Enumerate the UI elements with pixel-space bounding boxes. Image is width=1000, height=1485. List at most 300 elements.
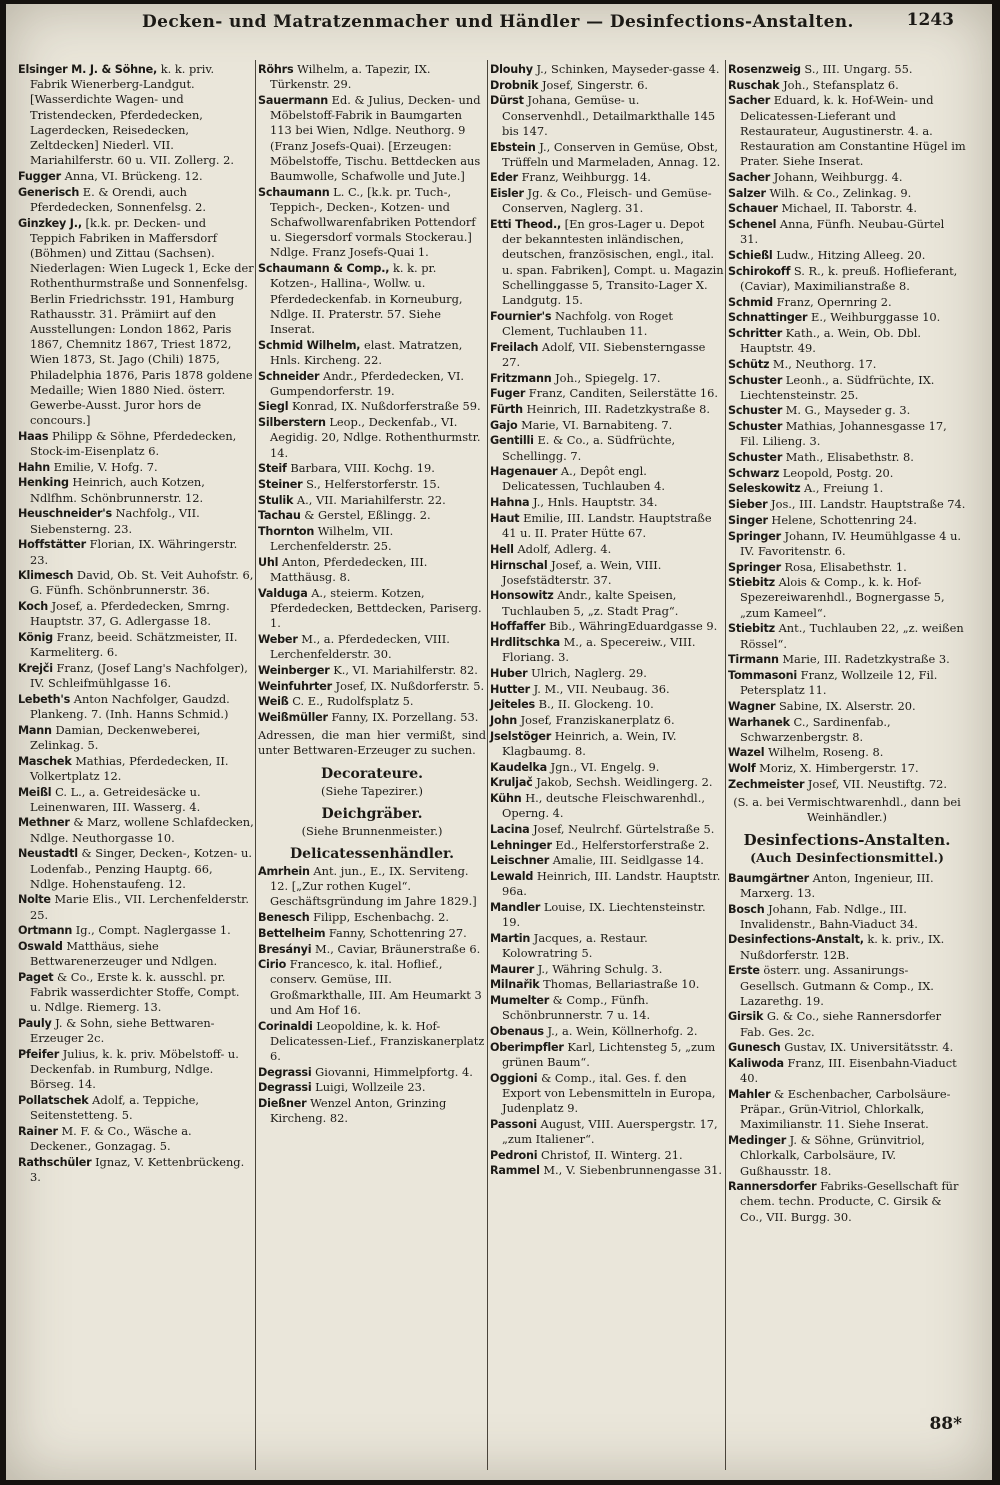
directory-entry xyxy=(490,697,724,712)
entry-name: Lacina xyxy=(490,822,530,836)
column-3 xyxy=(490,62,724,1179)
entry-name: Etti Theod., xyxy=(490,218,562,232)
entry-name: Rathschüler xyxy=(18,1155,92,1169)
directory-entry xyxy=(728,295,966,310)
entry-details: Wilhelm, VII. Lerchenfelderstr. 25. xyxy=(270,524,394,554)
directory-entry xyxy=(18,475,254,505)
directory-entry xyxy=(490,931,724,961)
entry-name: Schütz xyxy=(728,357,770,371)
directory-entry xyxy=(728,62,966,77)
entry-name: Weinfuhrter xyxy=(258,679,332,693)
directory-entry xyxy=(728,201,966,216)
directory-entry xyxy=(728,1040,966,1055)
entry-details: & Eschenbacher, Carbolsäure-Präpar., Grün-Vitriol, Chlorkalk, Maximilianstr. 11. Siehe Inserat. xyxy=(740,1087,951,1132)
entry-name: Tirmann xyxy=(728,653,779,667)
entry-details: Filipp, Eschenbachg. 2. xyxy=(313,910,449,925)
directory-entry xyxy=(258,864,486,910)
directory-entry xyxy=(258,910,486,925)
entry-details: Anna, VI. Brückeng. 12. xyxy=(64,168,203,183)
directory-entry xyxy=(490,62,724,77)
entry-name: Jeiteles xyxy=(490,698,536,712)
entry-name: Ebstein xyxy=(490,140,536,154)
entry-name: Martin xyxy=(490,931,531,945)
entry-name: Springer xyxy=(728,529,781,543)
entry-details: Josef, a. Wein, VIII. Josefstädterstr. 37. xyxy=(502,557,662,587)
entry-name: Heuschneider's xyxy=(18,507,112,521)
entry-name: Weißmüller xyxy=(258,711,328,725)
directory-entry xyxy=(490,869,724,899)
entry-name: Valduga xyxy=(258,586,308,600)
directory-entry xyxy=(18,169,254,184)
directory-entry xyxy=(728,466,966,481)
entry-name: Sacher xyxy=(728,170,771,184)
entry-name: Stulik xyxy=(258,493,294,507)
directory-entry xyxy=(258,679,486,694)
entry-details: Josef, Franziskanerplatz 6. xyxy=(520,713,675,728)
entry-name: Schmid xyxy=(728,295,773,309)
directory-entry xyxy=(18,1155,254,1185)
entry-details: C. E., Rudolfsplatz 5. xyxy=(292,694,414,709)
entry-details: Joh., Stefansplatz 6. xyxy=(783,77,899,92)
directory-entry xyxy=(728,264,966,294)
directory-entry xyxy=(490,838,724,853)
entry-details: Thomas, Bellariastraße 10. xyxy=(543,977,700,992)
entry-name: Schaumann & Comp., xyxy=(258,262,390,276)
directory-entry xyxy=(490,1163,724,1178)
directory-entry xyxy=(728,761,966,776)
directory-entry xyxy=(728,1087,966,1133)
entry-name: Fuger xyxy=(490,387,526,401)
entry-details: Johann, IV. Heumühlgasse 4 u. IV. Favoritenstr. 6. xyxy=(740,528,962,558)
entry-details: J., a. Wein, Köllnerhofg. 2. xyxy=(547,1024,698,1039)
directory-entry xyxy=(490,418,724,433)
entry-details: August, VIII. Auerspergstr. 17, „zum Italiener“. xyxy=(502,1116,718,1147)
entry-details: Franz, beeid. Schätzmeister, II. Karmeliterg. 6. xyxy=(30,630,238,660)
entry-name: Generisch xyxy=(18,185,80,199)
entry-details: Anna, Fünfh. Neubau-Gürtel 31. xyxy=(740,217,945,247)
entry-name: Neustadtl xyxy=(18,847,78,861)
entry-name: Degrassi xyxy=(258,1081,312,1095)
entry-name: Sieber xyxy=(728,498,768,512)
directory-entry xyxy=(18,216,254,429)
entry-details: Leopold, Postg. 20. xyxy=(782,465,894,480)
directory-entry xyxy=(258,524,486,554)
section-subtitle-deichgraeber: (Siehe Brunnenmeister.) xyxy=(301,823,443,838)
entry-details: österr. ung. Assanirungs-Gesellsch. Gutmann & Comp., IX. Lazarethg. 19. xyxy=(740,963,934,1008)
directory-entry xyxy=(18,723,254,753)
entry-name: Pfeifer xyxy=(18,1048,60,1061)
entry-name: Haas xyxy=(18,429,49,443)
entry-details: Sabine, IX. Alserstr. 20. xyxy=(779,698,916,713)
entry-details: J., Schinken, Mayseder-gasse 4. xyxy=(536,62,720,76)
directory-entry xyxy=(728,513,966,528)
directory-page xyxy=(6,4,992,1480)
directory-entry xyxy=(728,78,966,93)
directory-entry xyxy=(728,575,966,621)
directory-entry xyxy=(258,663,486,678)
entry-name: Krejči xyxy=(18,661,53,675)
entry-details: Johann, Fab. Ndlge., III. Invalidenstr., Bahn-Viaduct 34. xyxy=(740,901,918,931)
directory-entry xyxy=(490,760,724,775)
entry-details: Luigi, Wollzeile 23. xyxy=(315,1080,426,1095)
entry-name: Drobnik xyxy=(490,78,539,92)
directory-entry xyxy=(18,429,254,459)
entry-name: Singer xyxy=(728,513,768,527)
entry-details: J. M., VII. Neubaug. 36. xyxy=(533,681,670,696)
entry-name: Mann xyxy=(18,723,52,737)
entry-name: Weinberger xyxy=(258,663,330,677)
entry-name: Dürst xyxy=(490,94,524,108)
entry-details: & Marz, wollene Schlafdecken, Ndlge. Neuthorgasse 10. xyxy=(30,815,254,845)
entry-name: Zechmeister xyxy=(728,777,805,791)
column-2-entries-a xyxy=(258,62,486,725)
directory-entry xyxy=(258,62,486,92)
entry-name: Erste xyxy=(728,964,760,978)
entry-details: Ignaz, V. Kettenbrückeng. 3. xyxy=(30,1154,245,1185)
entry-details: J. & Sohn, siehe Bettwaren-Erzeuger 2c. xyxy=(30,1016,215,1046)
entry-details: & Comp., Fünfh. Schönbrunnerstr. 7 u. 14. xyxy=(502,993,651,1023)
entry-details: Kath., a. Wein, Ob. Dbl. Hauptstr. 49. xyxy=(740,325,922,356)
entry-name: Warhanek xyxy=(728,715,790,729)
entry-name: Klimesch xyxy=(18,569,74,583)
entry-details: Andr., kalte Speisen, Tuchlauben 5, „z. Stadt Prag“. xyxy=(502,588,679,618)
entry-details: L. C., [k.k. pr. Tuch-, Teppich-, Decken-, Kotzen- und Schafwollwarenfabriken Pottendorf u. Siegersdorf vormals Stockerau.] Ndlge. Franz Josefs-Quai 1. xyxy=(270,184,476,260)
entry-name: Schritter xyxy=(728,326,783,340)
entry-name: Gajo xyxy=(490,418,518,432)
entry-details: Josef, Neulrchf. Gürtelstraße 5. xyxy=(533,821,715,836)
entry-name: Sauermann xyxy=(258,93,329,107)
entry-details: C., Sardinenfab., Schwarzenbergstr. 8. xyxy=(740,714,891,744)
entry-name: Tachau xyxy=(258,509,301,523)
entry-details: Wilh. & Co., Zelinkag. 9. xyxy=(769,185,912,200)
directory-entry xyxy=(258,632,486,662)
directory-entry xyxy=(728,652,966,667)
directory-entry xyxy=(490,1148,724,1163)
entry-name: Methner xyxy=(18,816,70,830)
column-divider xyxy=(487,60,488,1470)
entry-name: Rannersdorfer xyxy=(728,1180,817,1194)
directory-entry xyxy=(490,588,724,618)
directory-entry xyxy=(490,900,724,930)
entry-name: Pauly xyxy=(18,1017,52,1031)
entry-details: elast. Matratzen, Hnls. Kircheng. 22. xyxy=(270,337,463,367)
entry-details: Franz, Weihburgg. 14. xyxy=(521,170,651,185)
entry-details: Fanny, Schottenring 27. xyxy=(328,925,467,940)
entry-details: Alois & Comp., k. k. Hof-Spezereiwarenhdl., Bognergasse 5, „zum Kameel“. xyxy=(740,575,945,620)
directory-entry xyxy=(490,977,724,992)
directory-entry xyxy=(490,402,724,417)
directory-entry xyxy=(728,902,966,932)
directory-entry xyxy=(258,710,486,725)
directory-entry xyxy=(18,185,254,215)
directory-entry xyxy=(18,661,254,691)
entry-name: Mumelter xyxy=(490,994,550,1008)
directory-entry xyxy=(490,140,724,170)
directory-entry xyxy=(18,1047,254,1093)
entry-name: Benesch xyxy=(258,911,310,925)
cross-reference-note: (S. a. bei Vermischtwarenhdl., dann bei Weinhändler.) xyxy=(733,795,961,825)
entry-details: Leonh., a. Südfrüchte, IX. Liechtensteinstr. 25. xyxy=(740,372,935,402)
page-number: 1243 xyxy=(906,10,954,30)
entry-name: Salzer xyxy=(728,186,766,200)
entry-name: Hell xyxy=(490,542,514,556)
entry-details: Franz, Opernring 2. xyxy=(776,294,892,309)
directory-entry xyxy=(18,1093,254,1123)
entry-name: Weber xyxy=(258,633,298,647)
directory-entry xyxy=(258,555,486,585)
entry-details: Nachfolg. von Roget Clement, Tuchlauben 11. xyxy=(502,308,674,338)
entry-name: Silberstern xyxy=(258,416,326,430)
section-title-decorateure: Decorateure. xyxy=(320,765,424,782)
entry-details: A., VII. Mariahilferstr. 22. xyxy=(296,492,446,507)
entry-name: Oswald xyxy=(18,940,63,954)
directory-entry xyxy=(728,621,966,651)
directory-entry xyxy=(490,217,724,308)
entry-details: Adolf, Adlerg. 4. xyxy=(517,541,612,556)
entry-details: H., deutsche Fleischwarenhdl., Operng. 4. xyxy=(502,791,705,821)
entry-name: Bresányi xyxy=(258,942,312,956)
entry-details: Ig., Compt. Naglergasse 1. xyxy=(75,923,231,938)
directory-entry xyxy=(18,568,254,598)
directory-entry xyxy=(728,1056,966,1086)
directory-entry xyxy=(728,373,966,403)
directory-entry xyxy=(18,1016,254,1046)
entry-details: M., V. Siebenbrunnengasse 31. xyxy=(543,1163,722,1178)
entry-details: Eduard, k. k. Hof-Wein- und Delicatessen-Lieferant und Restaurateur, Augustinerstr. 4. a. Restauration am Constantine Hügel im Prater. Siehe Inserat. xyxy=(740,93,966,169)
entry-name: König xyxy=(18,631,53,645)
directory-entry xyxy=(258,508,486,523)
column-divider xyxy=(725,60,726,1470)
entry-details: [En gros-Lager u. Depot der bekanntesten inländischen, deutschen, französischen, engl., ital. u. span. Fabriken], Compt. u. Magazin Schellinggasse 5, Transito-Lager X. Landgutg. 15. xyxy=(502,217,724,308)
entry-details: Jacques, a. Restaur. Kolowratring 5. xyxy=(502,930,648,961)
column-4-entries-b xyxy=(728,871,966,1225)
entry-details: k. k. priv. Fabrik Wienerberg-Landgut. [Wasserdichte Wagen- und Tristendecken, Pferdedecken, Lagerdecken, Reisedecken, Zeltdecken] Niederl. VII. Mariahilferstr. 60 u. VII. Zollerg. 2. xyxy=(30,62,235,168)
entry-details: Mathias, Pferdedecken, II. Volkertplatz 12. xyxy=(30,753,229,783)
directory-entry xyxy=(490,511,724,541)
entry-name: Meißl xyxy=(18,785,52,799)
entry-name: Kaudelka xyxy=(490,760,548,774)
directory-entry xyxy=(258,957,486,1018)
entry-details: Heinrich, III. Landstr. Hauptstr. 96a. xyxy=(502,869,721,899)
entry-name: Schneider xyxy=(258,369,320,383)
directory-entry xyxy=(728,715,966,745)
directory-entry xyxy=(728,699,966,714)
entry-name: Eder xyxy=(490,171,518,185)
directory-entry xyxy=(18,815,254,845)
directory-entry xyxy=(490,993,724,1023)
section-subtitle-desinfection: (Auch Desinfectionsmittel.) xyxy=(750,850,944,866)
entry-details: Anton Nachfolger, Gaudzd. Plankeng. 7. (Inh. Hanns Schmid.) xyxy=(30,691,230,722)
entry-details: k. k. pr. Kotzen-, Hallina-, Wollw. u. Pferdedeckenfab. in Korneuburg, Ndlge. II. Praterstr. 57. Siehe Inserat. xyxy=(270,261,463,336)
entry-details: Math., Elisabethstr. 8. xyxy=(785,450,914,465)
entry-details: M. G., Mayseder g. 3. xyxy=(785,403,911,418)
directory-entry xyxy=(258,1065,486,1080)
entry-name: Schwarz xyxy=(728,466,780,480)
page-title: Decken- und Matratzenmacher und Händler — Desinfections-Anstalten. xyxy=(142,12,854,32)
directory-entry xyxy=(18,692,254,722)
entry-name: Ortmann xyxy=(18,924,73,938)
entry-details: Heinrich, III. Radetzkystraße 8. xyxy=(526,401,711,416)
entry-details: J., Conserven in Gemüse, Obst, Trüffeln und Marmeladen, Annag. 12. xyxy=(502,139,721,169)
entry-details: Marie, III. Radetzkystraße 3. xyxy=(782,652,950,667)
entry-name: Schaumann xyxy=(258,185,330,199)
directory-entry xyxy=(258,415,486,461)
entry-details: Fanny, IX. Porzellang. 53. xyxy=(331,710,479,725)
entry-details: & Singer, Decken-, Kotzen- u. Lodenfab., Penzing Hauptg. 66, Ndlge. Hohenstaufeng. 12. xyxy=(30,846,252,891)
directory-entry xyxy=(18,460,254,475)
directory-entry xyxy=(728,217,966,247)
entry-name: Huber xyxy=(490,666,528,680)
directory-entry xyxy=(18,537,254,567)
entry-details: M., Caviar, Bräunerstraße 6. xyxy=(314,941,481,956)
entry-details: Philipp & Söhne, Pferdedecken, Stock-im-Eisenplatz 6. xyxy=(30,428,237,459)
directory-entry xyxy=(18,506,254,536)
directory-entry xyxy=(258,477,486,492)
entry-name: Lebeth's xyxy=(18,692,71,706)
entry-details: Louise, IX. Liechtensteinstr. 19. xyxy=(502,899,706,930)
entry-details: Emilie, III. Landstr. Hauptstraße 41 u. II. Prater Hütte 67. xyxy=(502,510,712,541)
directory-entry xyxy=(258,93,486,184)
directory-entry xyxy=(490,186,724,216)
entry-name: Dießner xyxy=(258,1097,307,1111)
entry-name: Girsik xyxy=(728,1010,764,1024)
entry-name: Seleskowitz xyxy=(728,482,801,496)
entry-details: & Co., Erste k. k. ausschl. pr. Fabrik wasserdichter Stoffe, Compt. u. Ndlge. Riemerg. 13. xyxy=(30,969,240,1015)
entry-details: Wenzel Anton, Grinzing Kircheng. 82. xyxy=(270,1096,447,1126)
entry-name: Oggioni xyxy=(490,1071,538,1085)
directory-entry xyxy=(18,892,254,922)
entry-name: Springer xyxy=(728,560,781,574)
entry-name: Dlouhy xyxy=(490,63,533,76)
entry-details: Josef, a. Pferdedecken, Smrng. Hauptstr. 37, G. Adlergasse 18. xyxy=(30,599,230,629)
entry-name: Gunesch xyxy=(728,1041,781,1055)
entry-details: S., III. Ungarg. 55. xyxy=(804,62,913,76)
entry-details: S., Helferstorferstr. 15. xyxy=(306,476,441,491)
directory-entry xyxy=(258,461,486,476)
directory-entry xyxy=(490,1071,724,1117)
entry-name: Hahn xyxy=(18,460,51,474)
column-divider xyxy=(255,60,256,1470)
entry-name: Hirnschal xyxy=(490,558,548,572)
entry-details: Barbara, VIII. Kochg. 19. xyxy=(290,461,435,476)
entry-details: Giovanni, Himmelpfortg. 4. xyxy=(315,1064,473,1079)
directory-entry xyxy=(728,668,966,698)
directory-entry xyxy=(490,619,724,634)
entry-name: Gentilli xyxy=(490,434,534,448)
entry-name: Weiß xyxy=(258,695,289,709)
entry-name: Haut xyxy=(490,511,520,525)
entry-details: Ed., Helferstorferstraße 2. xyxy=(555,837,710,852)
entry-name: Hoffaffer xyxy=(490,620,546,634)
entry-details: Fabriks-Gesellschaft für chem. techn. Producte, C. Girsik & Co., VII. Burgg. 30. xyxy=(740,1179,959,1224)
directory-entry xyxy=(18,939,254,969)
directory-entry xyxy=(490,464,724,494)
entry-details: Wilhelm, a. Tapezir, IX. Türkenstr. 29. xyxy=(270,62,431,92)
entry-name: Wolf xyxy=(728,762,756,776)
entry-details: Johana, Gemüse- u. Conservenhdl., Detailmarkthalle 145 bis 147. xyxy=(502,93,716,138)
entry-details: Leop., Deckenfab., VI. Aegidig. 20, Ndlge. Rothenthurmstr. 14. xyxy=(270,415,481,460)
directory-entry xyxy=(728,170,966,185)
entry-details: Nachfolg., VII. Siebensterng. 23. xyxy=(30,506,200,536)
entry-name: Pollatschek xyxy=(18,1094,89,1108)
directory-entry xyxy=(490,340,724,370)
entry-name: Nolte xyxy=(18,893,51,907)
directory-entry xyxy=(490,853,724,868)
entry-details: Marie Elis., VII. Lerchenfelderstr. 25. xyxy=(30,892,249,922)
entry-name: Maschek xyxy=(18,754,72,768)
entry-details: Wilhelm, Roseng. 8. xyxy=(768,745,884,760)
entry-details: Franz, III. Eisenbahn-Viaduct 40. xyxy=(740,1056,957,1086)
entry-name: Sacher xyxy=(728,94,771,108)
entry-name: Rammel xyxy=(490,1164,540,1178)
entry-name: Uhl xyxy=(258,556,279,569)
entry-name: Schmid Wilhelm, xyxy=(258,338,361,352)
entry-details: Franz, Wollzeile 12, Fil. Petersplatz 11. xyxy=(740,667,938,698)
entry-details: M., a. Specereiw., VIII. Floriang. 3. xyxy=(502,635,696,665)
entry-details: Josef, IX. Nußdorferstr. 5. xyxy=(335,678,485,693)
directory-entry xyxy=(728,777,966,792)
entry-name: Hagenauer xyxy=(490,465,558,479)
entry-name: Thornton xyxy=(258,525,315,539)
entry-details: David, Ob. St. Veit Auhofstr. 6, G. Fünfh. Schönbrunnerstr. 36. xyxy=(30,568,254,598)
directory-entry xyxy=(490,635,724,665)
directory-entry xyxy=(490,170,724,185)
entry-name: Schießl xyxy=(728,248,773,262)
entry-name: Ruschak xyxy=(728,78,780,92)
directory-entry xyxy=(728,560,966,575)
entry-details: M., a. Pferdedecken, VIII. Lerchenfelderstr. 30. xyxy=(270,632,450,662)
directory-entry xyxy=(728,871,966,901)
directory-entry xyxy=(728,1009,966,1039)
entry-name: Oberimpfler xyxy=(490,1040,564,1054)
directory-entry xyxy=(258,1080,486,1095)
entry-details: Amalie, III. Seidlgasse 14. xyxy=(552,853,704,868)
section-subtitle-decorateure: (Siehe Tapezirer.) xyxy=(321,783,423,798)
directory-entry xyxy=(258,369,486,399)
entry-name: Wazel xyxy=(728,746,765,760)
entry-details: Bib., WähringEduardgasse 9. xyxy=(549,619,718,634)
directory-entry xyxy=(490,93,724,139)
column-1 xyxy=(18,62,254,1186)
directory-entry xyxy=(728,745,966,760)
entry-details: E. & Orendi, auch Pferdedecken, Sonnenfelsg. 2. xyxy=(30,184,206,214)
directory-entry xyxy=(18,62,254,168)
entry-name: Tommasoni xyxy=(728,668,798,682)
entry-name: Medinger xyxy=(728,1134,787,1148)
entry-name: Baumgärtner xyxy=(728,871,809,885)
directory-entry xyxy=(728,326,966,356)
entry-details: E. & Co., a. Südfrüchte, Schellingg. 7. xyxy=(502,433,676,463)
entry-name: Bosch xyxy=(728,902,765,916)
directory-entry xyxy=(18,630,254,660)
directory-entry xyxy=(258,261,486,337)
page-header xyxy=(6,4,992,34)
directory-entry xyxy=(490,386,724,401)
entry-details: M. F. & Co., Wäsche a. Deckener., Gonzagag. 5. xyxy=(30,1124,192,1154)
entry-details: k. k. priv., IX. Nußdorferstr. 12B. xyxy=(740,932,945,962)
entry-name: Leischner xyxy=(490,854,550,868)
entry-details: Emilie, V. Hofg. 7. xyxy=(53,459,158,474)
entry-name: Steif xyxy=(258,462,287,476)
entry-name: Schuster xyxy=(728,420,783,434)
entry-details: Christof, II. Winterg. 21. xyxy=(541,1147,683,1162)
entry-name: Schauer xyxy=(728,202,778,216)
directory-entry xyxy=(728,310,966,325)
entry-name: Henking xyxy=(18,476,69,490)
directory-entry xyxy=(728,403,966,418)
directory-entry xyxy=(728,963,966,1009)
directory-entry xyxy=(490,666,724,681)
